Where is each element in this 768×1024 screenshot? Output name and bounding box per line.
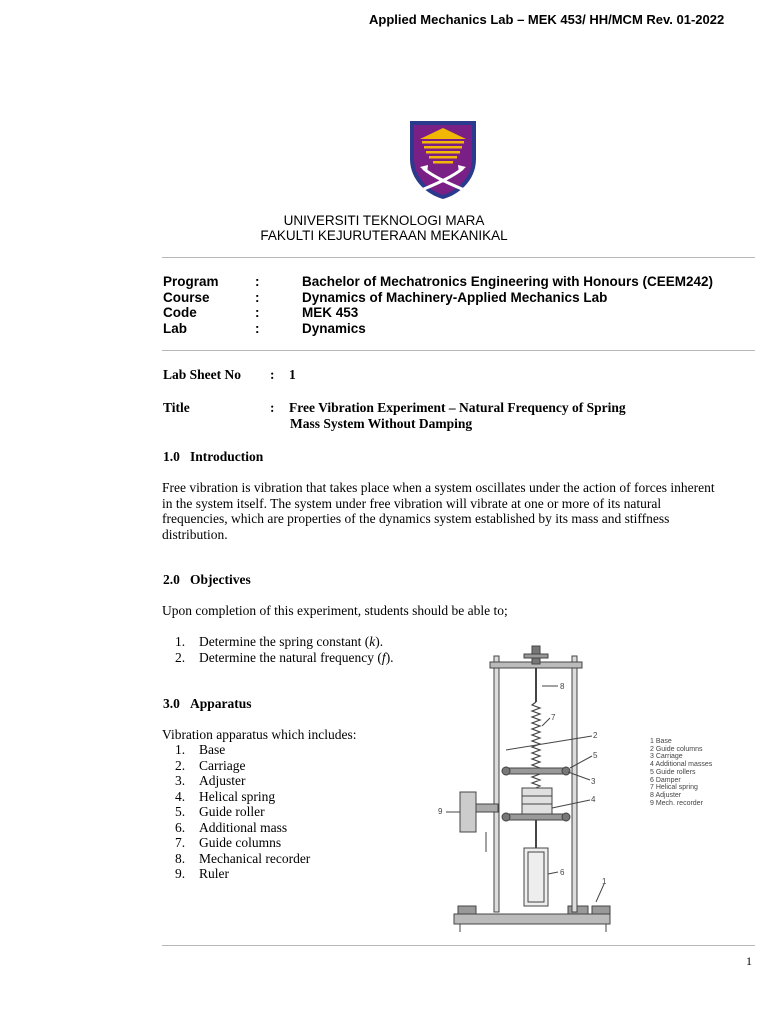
list-item <box>163 634 394 650</box>
faculty-name: FAKULTI KEJURUTERAAN MEKANIKAL <box>260 228 508 243</box>
list-item-text: Ruler <box>199 866 229 881</box>
info-key: Code <box>163 305 197 320</box>
callout-8: 8 <box>560 682 565 691</box>
labsheet-number: 1 <box>289 367 296 382</box>
list-number: 2. <box>175 649 186 665</box>
callout-5: 5 <box>593 751 598 760</box>
labsheet-label: Lab Sheet No <box>163 367 242 382</box>
objectives-lead: Upon completion of this experiment, students should be able to; <box>162 603 508 618</box>
page-number: 1 <box>746 954 752 968</box>
legend-entry: 1 Base <box>650 738 672 745</box>
legend-entry: 9 Mech. recorder <box>650 799 703 807</box>
section-heading-apparatus: Apparatus <box>190 696 252 711</box>
list-item <box>163 820 310 836</box>
university-name: UNIVERSITI TEKNOLOGI MARA <box>283 213 485 228</box>
list-number: 1. <box>175 742 186 757</box>
list-number: 5. <box>175 804 186 819</box>
list-item-text: Helical spring <box>199 788 276 804</box>
list-item <box>163 789 310 805</box>
callout-9: 9 <box>438 807 443 816</box>
uitm-logo <box>408 119 478 201</box>
info-key: Course <box>163 289 210 305</box>
list-item-text: Additional mass <box>199 819 288 835</box>
legend-entry: 2 Guide columns <box>650 745 703 753</box>
list-item <box>163 773 310 789</box>
info-key: Program <box>163 274 219 289</box>
title-line-2: Mass System Without Damping <box>290 416 473 431</box>
callout-6: 6 <box>560 868 565 877</box>
list-item <box>163 851 310 867</box>
objective-text-end: ). <box>385 649 394 665</box>
list-item <box>163 866 310 882</box>
variable-f: f <box>381 649 386 665</box>
info-key: Lab <box>163 320 188 336</box>
info-divider <box>162 350 755 351</box>
list-item <box>163 804 310 820</box>
objective-text: Determine the natural frequency ( <box>199 649 382 665</box>
callout-2: 2 <box>593 731 598 740</box>
info-colon: : <box>255 305 260 320</box>
figure-legend <box>650 738 712 807</box>
objectives-list <box>163 634 394 665</box>
apparatus-list <box>163 742 310 882</box>
legend-entry: 5 Guide rollers <box>650 768 696 776</box>
info-value: Dynamics of Machinery-Applied Mechanics Lab <box>302 289 608 305</box>
list-item <box>163 742 310 758</box>
objective-text-end: ). <box>375 634 384 649</box>
legend-entry: 6 Damper <box>650 776 681 784</box>
list-item-text: Guide columns <box>199 835 282 850</box>
section-number: 1.0 <box>163 449 180 464</box>
list-item-text: Carriage <box>199 757 246 773</box>
footer-divider <box>162 945 755 946</box>
info-value: MEK 453 <box>302 305 359 320</box>
list-item-text: Adjuster <box>199 773 246 788</box>
section-number: 2.0 <box>163 572 180 587</box>
paragraph-line: in the system itself. The system under free vibration will vibrate at one or more of its natural <box>162 495 662 511</box>
list-number: 1. <box>175 634 186 649</box>
list-number: 2. <box>175 757 186 773</box>
list-item-text: Base <box>199 742 226 757</box>
title-line-1: Free Vibration Experiment – Natural Frequency of Spring <box>289 400 626 415</box>
variable-k: k <box>369 634 376 649</box>
list-item <box>163 650 394 666</box>
list-number: 3. <box>175 773 186 788</box>
university-block <box>0 213 768 243</box>
section-number: 3.0 <box>163 696 180 711</box>
callout-3: 3 <box>591 777 596 786</box>
callout-7: 7 <box>551 713 556 722</box>
paragraph-line: Free vibration is vibration that takes place when a system oscillates under the action of forces inherent <box>162 480 715 495</box>
section-heading-objectives: Objectives <box>190 572 251 587</box>
list-item <box>163 835 310 851</box>
info-value: Dynamics <box>302 320 366 336</box>
list-item-text: Mechanical recorder <box>199 850 311 866</box>
info-colon: : <box>255 320 260 336</box>
callout-4: 4 <box>591 795 596 804</box>
labsheet-colon: : <box>270 367 275 382</box>
paragraph-line: frequencies, which are properties of the dynamics system established by its mass and stiffness <box>162 511 670 526</box>
introduction-paragraph <box>162 480 762 542</box>
title-colon: : <box>270 400 275 415</box>
legend-entry: 7 Helical spring <box>650 784 698 792</box>
legend-entry: 4 Additional masses <box>650 761 713 769</box>
list-number: 9. <box>175 866 186 881</box>
objective-text: Determine the spring constant ( <box>199 634 370 649</box>
list-number: 8. <box>175 850 186 866</box>
info-colon: : <box>255 289 260 305</box>
list-item <box>163 758 310 774</box>
info-colon: : <box>255 274 260 289</box>
apparatus-lead: Vibration apparatus which includes: <box>162 727 357 742</box>
list-number: 6. <box>175 819 186 835</box>
paragraph-line: distribution. <box>162 526 228 542</box>
top-divider <box>162 257 755 258</box>
info-value: Bachelor of Mechatronics Engineering with Honours (CEEM242) <box>302 274 714 289</box>
running-header: Applied Mechanics Lab – MEK 453/ HH/MCM Rev. 01-2022 <box>369 12 725 27</box>
callout-1: 1 <box>602 877 607 886</box>
list-number: 4. <box>175 788 186 804</box>
list-item-text: Guide roller <box>199 804 265 819</box>
legend-entry: 8 Adjuster <box>650 791 682 799</box>
title-label: Title <box>163 400 190 415</box>
section-heading-introduction: Introduction <box>190 449 264 464</box>
legend-entry: 3 Carriage <box>650 753 683 761</box>
list-number: 7. <box>175 835 186 850</box>
